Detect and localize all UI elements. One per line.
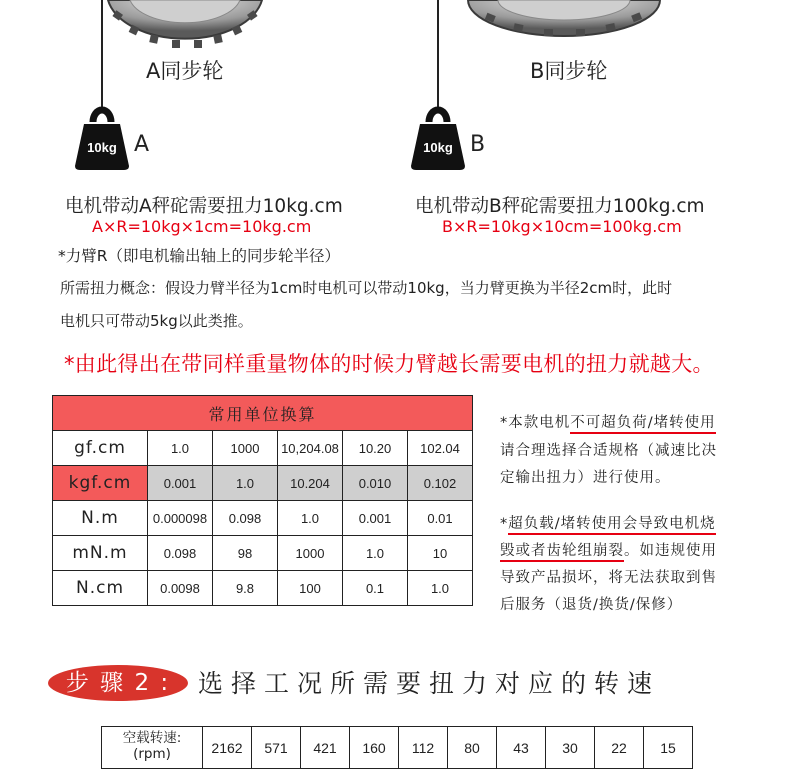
value-cell: 10.20 <box>343 431 408 466</box>
value-cell: 0.098 <box>213 501 278 536</box>
value-cell: 10.204 <box>278 466 343 501</box>
value-cell: 1.0 <box>148 431 213 466</box>
speed-table <box>101 726 693 769</box>
value-cell: 1.0 <box>408 571 473 606</box>
value-cell: 10,204.08 <box>278 431 343 466</box>
unit-cell: gf.cm <box>53 431 148 466</box>
concept-line-2: 电机只可带动5kg以此类推。 <box>60 312 253 330</box>
example-a-formula: A×R=10kg×1cm=10kg.cm <box>92 217 312 236</box>
speed-value-cell: 15 <box>644 727 693 769</box>
speed-label-line-2: (rpm) <box>133 746 171 762</box>
warning-2-line-3: 导致产品损坏，将无法获取到售 <box>500 570 717 586</box>
value-cell: 9.8 <box>213 571 278 606</box>
rope-a <box>101 0 103 110</box>
concept-line-1: 所需扭力概念：假设力臂半径为1cm时电机可以带动10kg，当力臂更换为半径2cm时，此时 <box>60 279 673 297</box>
unit-cell: kgf.cm <box>53 466 148 501</box>
value-cell: 1.0 <box>343 536 408 571</box>
weight-b-letter: B <box>470 132 486 157</box>
table-row <box>53 431 473 466</box>
speed-value-cell: 2162 <box>203 727 252 769</box>
value-cell: 0.001 <box>343 501 408 536</box>
value-cell: 0.010 <box>343 466 408 501</box>
unit-cell: N.m <box>53 501 148 536</box>
speed-value-cell: 160 <box>350 727 399 769</box>
value-cell: 1.0 <box>278 501 343 536</box>
warning-2-line-1 <box>500 512 716 533</box>
value-cell: 98 <box>213 536 278 571</box>
weight-b-mass: 10kg <box>423 140 453 155</box>
example-a-title: 电机带动A秤砣需要扭力10kg.cm <box>65 196 343 217</box>
weight-b <box>410 104 466 170</box>
gear-b-label: B同步轮 <box>530 59 608 83</box>
value-cell: 1000 <box>278 536 343 571</box>
value-cell: 0.001 <box>148 466 213 501</box>
value-cell: 10 <box>408 536 473 571</box>
table-row <box>53 536 473 571</box>
speed-value-cell: 22 <box>595 727 644 769</box>
value-cell: 0.000098 <box>148 501 213 536</box>
warning-1-line-3: 定输出扭力）进行使用。 <box>500 470 671 486</box>
value-cell: 1.0 <box>213 466 278 501</box>
warning-1-prefix: *本款电机 <box>500 415 571 431</box>
weight-a <box>74 104 130 170</box>
gear-b-image <box>464 0 664 42</box>
warning-2-suffix: 。如违规使用 <box>624 543 717 559</box>
gear-a-image <box>100 0 270 52</box>
weight-a-letter: A <box>134 132 150 157</box>
warning-1-line-1 <box>500 411 716 432</box>
speed-label-line-1: 空载转速: <box>122 730 182 746</box>
rope-b <box>437 0 439 110</box>
warning-1-line-2: 请合理选择合适规格（减速比决 <box>500 443 717 459</box>
kettlebell-icon <box>74 104 130 170</box>
unit-cell: mN.m <box>53 536 148 571</box>
warning-2-line-2 <box>500 539 717 560</box>
speed-value-cell: 571 <box>252 727 301 769</box>
value-cell: 0.0098 <box>148 571 213 606</box>
warning-2-prefix: * <box>500 516 509 532</box>
step-title: 选择工况所需要扭力对应的转速 <box>198 669 661 698</box>
warning-2-underlined-2: 毁或者齿轮组崩裂 <box>500 543 624 562</box>
unit-cell: N.cm <box>53 571 148 606</box>
weight-a-mass: 10kg <box>87 140 117 155</box>
table-row <box>102 727 693 769</box>
speed-value-cell: 80 <box>448 727 497 769</box>
kettlebell-icon <box>410 104 466 170</box>
units-table-title: 常用单位换算 <box>53 396 473 431</box>
speed-value-cell: 43 <box>497 727 546 769</box>
value-cell: 0.098 <box>148 536 213 571</box>
example-b-title: 电机带动B秤砣需要扭力100kg.cm <box>415 196 705 217</box>
value-cell: 1000 <box>213 431 278 466</box>
gear-a-label: A同步轮 <box>146 59 224 83</box>
warning-1-underlined: 不可超负荷/堵转使用 <box>570 415 715 434</box>
step-badge: 步 骤 2 : <box>48 665 188 701</box>
conclusion: *由此得出在带同样重量物体的时候力臂越长需要电机的扭力就越大。 <box>64 352 714 376</box>
speed-value-cell: 112 <box>399 727 448 769</box>
value-cell: 102.04 <box>408 431 473 466</box>
warning-2-underlined-1: 超负载/堵转使用会导致电机烧 <box>508 516 715 535</box>
value-cell: 0.01 <box>408 501 473 536</box>
units-conversion-table <box>52 395 473 606</box>
speed-label-cell <box>102 727 203 769</box>
speed-value-cell: 421 <box>301 727 350 769</box>
example-b-formula: B×R=10kg×10cm=100kg.cm <box>442 217 682 236</box>
table-row <box>53 466 473 501</box>
value-cell: 0.1 <box>343 571 408 606</box>
warning-2-line-4: 后服务（退货/换货/保修） <box>500 597 683 613</box>
value-cell: 0.102 <box>408 466 473 501</box>
table-row <box>53 571 473 606</box>
speed-value-cell: 30 <box>546 727 595 769</box>
value-cell: 100 <box>278 571 343 606</box>
note-arm: *力臂R（即电机输出轴上的同步轮半径） <box>58 247 341 265</box>
table-row <box>53 501 473 536</box>
